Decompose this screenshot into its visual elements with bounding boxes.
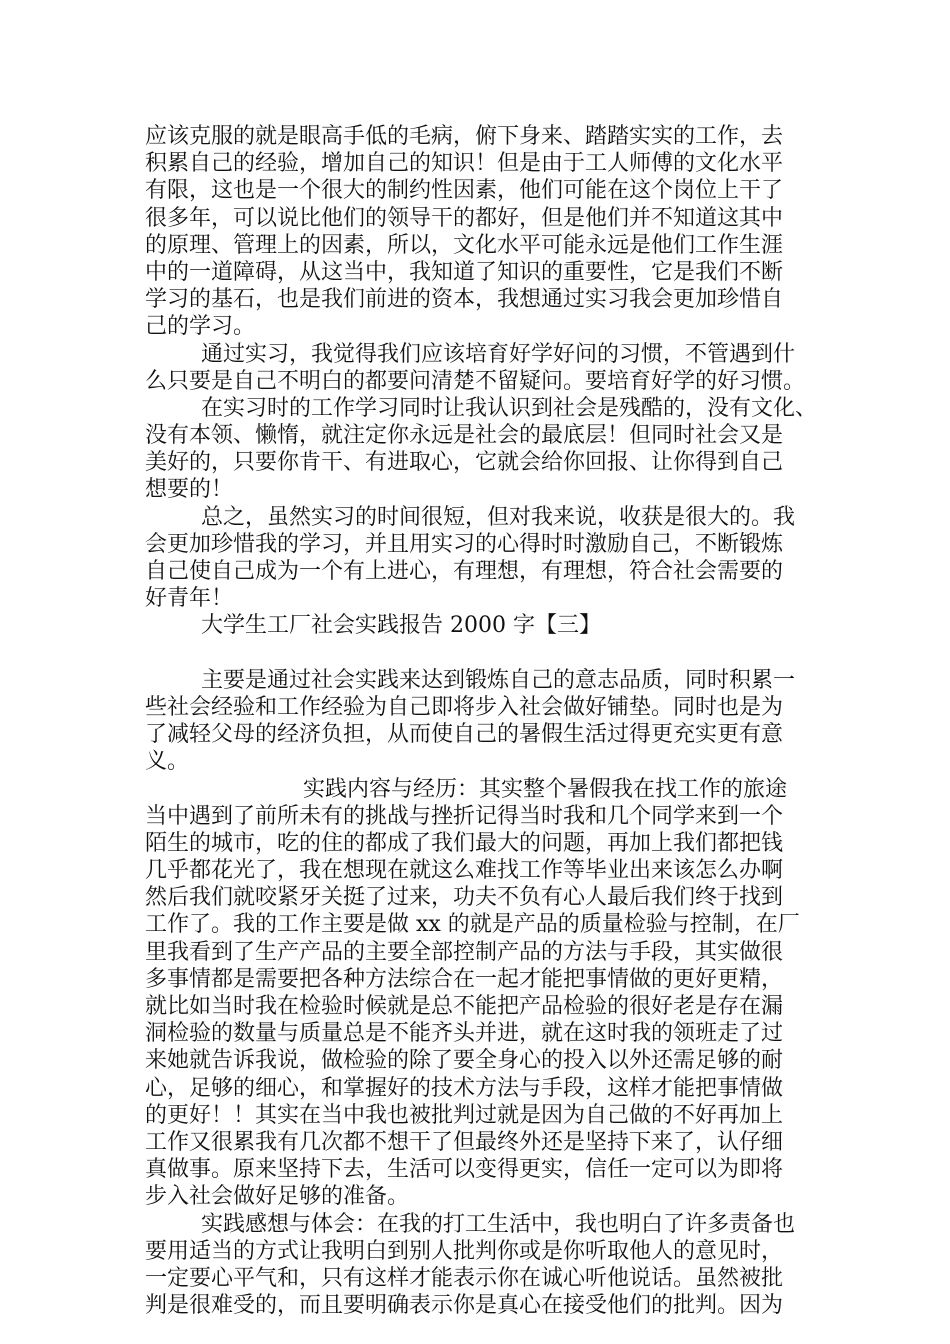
paragraph-6 bbox=[145, 776, 815, 1211]
text-line: 陌生的城市，吃的住的都成了我们最大的问题，再加上我们都把钱 bbox=[145, 830, 784, 856]
text-line: 己的学习。 bbox=[145, 314, 256, 340]
text-line: 了减轻父母的经济负担，从而使自己的暑假生活过得更充实更有意 bbox=[145, 722, 784, 748]
text-line: 洞检验的数量与质量总是不能齐头并进，就在这时我的领班走了过 bbox=[145, 1021, 784, 1047]
text-line: 中的一道障碍，从这当中，我知道了知识的重要性，它是我们不断 bbox=[145, 259, 784, 285]
text-line: 总之，虽然实习的时间很短，但对我来说，收获是很大的。我 bbox=[201, 504, 796, 530]
section-heading-block bbox=[145, 612, 815, 639]
text-line: 就比如当时我在检验时候就是总不能把产品检验的很好老是存在漏 bbox=[145, 994, 784, 1019]
text-line: 一定要心平气和，只有这样才能表示你在诚心听他说话。虽然被批 bbox=[145, 1265, 784, 1291]
text-line: 当中遇到了前所未有的挑战与挫折记得当时我和几个同学来到一个 bbox=[145, 803, 784, 829]
paragraph-2 bbox=[145, 341, 815, 395]
text-line: 自己使自己成为一个有上进心，有理想，有理想，符合社会需要的 bbox=[145, 559, 784, 584]
text-line: 实践内容与经历：其实整个暑假我在找工作的旅途 bbox=[303, 776, 788, 802]
paragraph-5 bbox=[145, 667, 815, 776]
section-heading: 大学生工厂社会实践报告 2000 字【三】 bbox=[201, 613, 601, 639]
text-line: 主要是通过社会实践来达到锻炼自己的意志品质，同时积累一 bbox=[201, 667, 796, 693]
text-line: 很多年，可以说比他们的领导干的都好，但是他们并不知道这其中 bbox=[145, 205, 784, 231]
text-line: 会更加珍惜我的学习，并且用实习的心得时时激励自己，不断锻炼 bbox=[145, 531, 784, 557]
text-line: 几乎都花光了，我在想现在就这么难找工作等毕业出来该怎么办啊 bbox=[145, 858, 784, 884]
blank-line bbox=[145, 640, 815, 667]
text-line: 没有本领、懒惰，就注定你永远是社会的最底层！但同时社会又是 bbox=[145, 423, 784, 449]
text-line: 学习的基石，也是我们前进的资本，我想通过实习我会更加珍惜自 bbox=[145, 287, 784, 313]
document-page bbox=[145, 123, 818, 1319]
text-line: 判是很难受的，而且要明确表示你是真心在接受他们的批判。因为 bbox=[145, 1293, 784, 1319]
text-line: 工作又很累我有几次都不想干了但最终外还是坚持下来了，认仔细 bbox=[145, 1129, 784, 1155]
paragraph-7 bbox=[145, 1211, 815, 1320]
text-line: 应该克服的就是眼高手低的毛病，俯下身来、踏踏实实的工作，去 bbox=[145, 124, 784, 149]
text-line: 的原理、管理上的因素，所以，文化水平可能永远是他们工作生涯 bbox=[145, 232, 784, 258]
text-line: 好青年！ bbox=[145, 586, 234, 612]
text-line: 义。 bbox=[145, 749, 190, 775]
text-line: 在实习时的工作学习同时让我认识到社会是残酷的，没有文化、 bbox=[201, 395, 818, 421]
text-line: 步入社会做好足够的准备。 bbox=[145, 1184, 410, 1210]
text-line: 的更好！！其实在当中我也被批判过就是因为自己做的不好再加上 bbox=[145, 1102, 784, 1128]
text-line: 有限，这也是一个很大的制约性因素，他们可能在这个岗位上干了 bbox=[145, 178, 784, 204]
text-line: 积累自己的经验，增加自己的知识！但是由于工人师傅的文化水平 bbox=[145, 151, 784, 177]
paragraph-3 bbox=[145, 395, 818, 504]
text-line: 里我看到了生产产品的主要全部控制产品的方法与手段，其实做很 bbox=[145, 939, 784, 965]
text-line: 通过实习，我觉得我们应该培育好学好问的习惯，不管遇到什 bbox=[201, 341, 796, 367]
text-line: 想要的！ bbox=[145, 477, 234, 503]
text-line: 美好的，只要你肯干、有进取心，它就会给你回报、让你得到自己 bbox=[145, 450, 784, 476]
paragraph-1 bbox=[145, 123, 815, 341]
text-line: 实践感想与体会：在我的打工生活中，我也明白了许多责备也 bbox=[201, 1211, 796, 1237]
text-line: 来她就告诉我说，做检验的除了要全身心的投入以外还需足够的耐 bbox=[145, 1048, 784, 1074]
text-line: 多事情都是需要把各种方法综合在一起才能把事情做的更好更精， bbox=[145, 966, 784, 992]
text-line: 心，足够的细心，和掌握好的技术方法与手段，这样才能把事情做 bbox=[145, 1075, 784, 1101]
paragraph-4 bbox=[145, 504, 815, 613]
text-line: 些社会经验和工作经验为自己即将步入社会做好铺垫。同时也是为 bbox=[145, 694, 784, 720]
text-line: 然后我们就咬紧牙关挺了过来，功夫不负有心人最后我们终于找到 bbox=[145, 885, 784, 911]
text-line: 真做事。原来坚持下去，生活可以变得更实，信任一定可以为即将 bbox=[145, 1157, 784, 1183]
text-line: 要用适当的方式让我明白到别人批判你或是你听取他人的意见时， bbox=[145, 1238, 784, 1264]
text-line: 工作了。我的工作主要是做 xx 的就是产品的质量检验与控制，在厂 bbox=[145, 912, 800, 938]
text-line: 么只要是自己不明白的都要问清楚不留疑问。要培育好学的好习惯。 bbox=[145, 368, 806, 394]
